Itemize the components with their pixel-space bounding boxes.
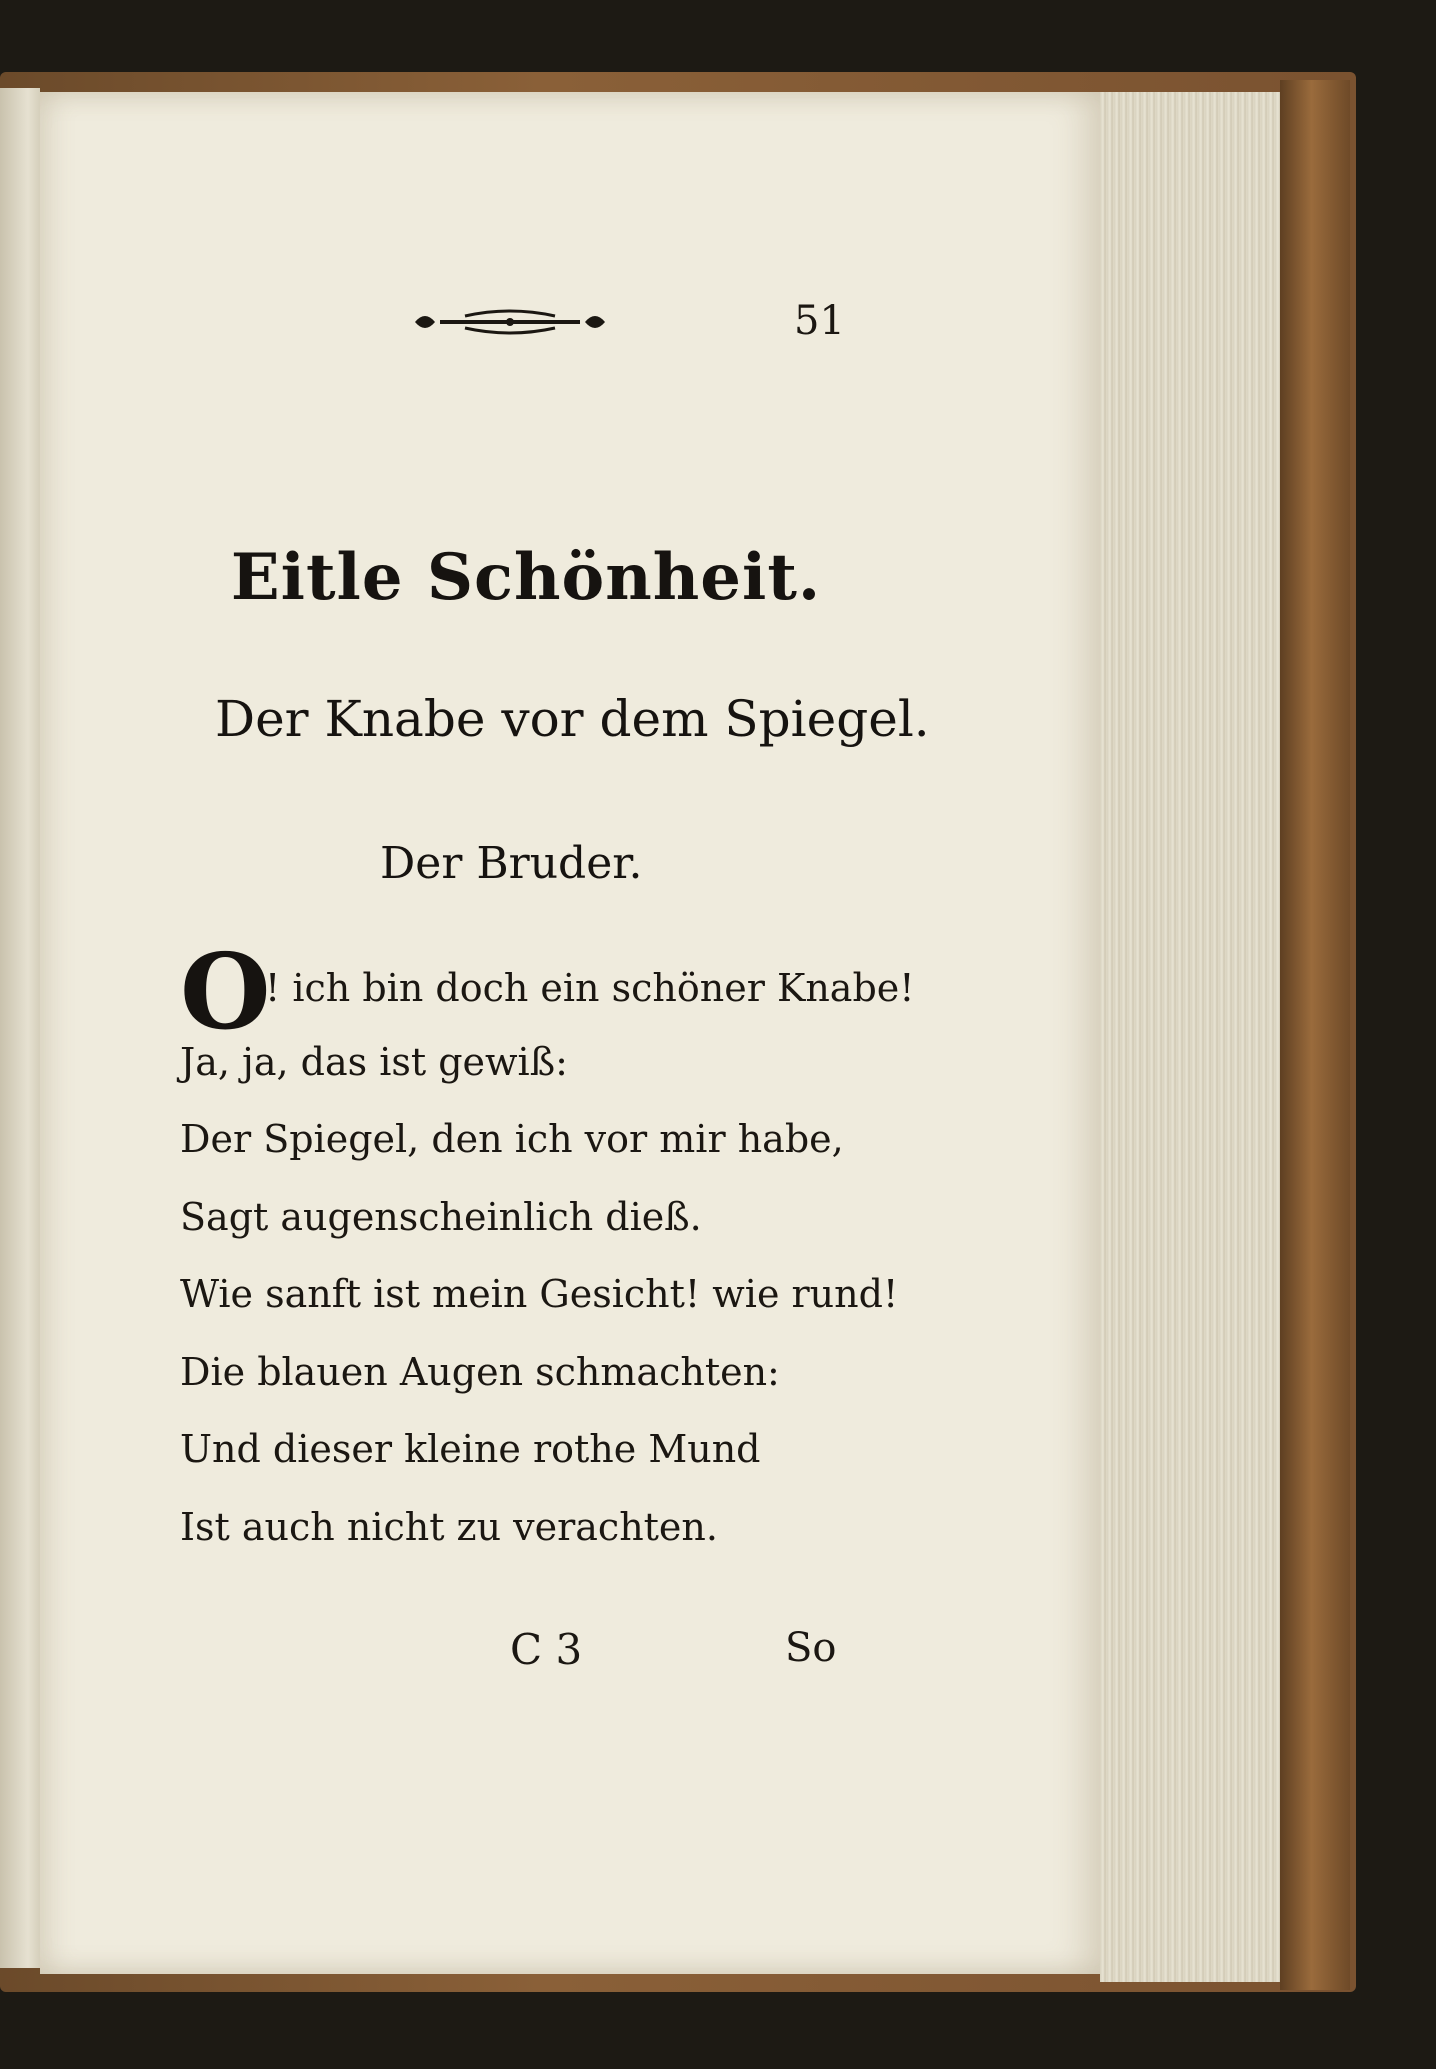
cover-edge [1280,80,1350,1990]
facing-page-edge [0,88,40,1968]
verse-line: Ja, ja, das ist gewiß: [180,1040,568,1084]
verse-line-1: ! ich bin doch ein schöner Knabe! [265,966,915,1010]
speaker-label: Der Bruder. [380,838,643,889]
poem-title: Eitle Schönheit. [230,540,822,615]
page-block-edge [1100,92,1280,1982]
floral-ornament-icon [405,302,615,342]
poem-subtitle: Der Knabe vor dem Spiegel. [215,690,930,748]
verse-line: Die blauen Augen schmachten: [180,1350,780,1394]
signature-mark: C 3 [510,1625,583,1674]
catchword: So [785,1625,837,1671]
verse-line: Und dieser kleine rothe Mund [180,1427,761,1471]
verse-line: Wie sanft ist mein Gesicht! wie rund! [180,1272,899,1316]
verse-line: Ist auch nicht zu verachten. [180,1505,718,1549]
page-number: 51 [794,298,845,344]
drop-cap: O [180,930,271,1053]
verse-line: Der Spiegel, den ich vor mir habe, [180,1117,844,1161]
verse-line: Sagt augenscheinlich dieß. [180,1195,702,1239]
